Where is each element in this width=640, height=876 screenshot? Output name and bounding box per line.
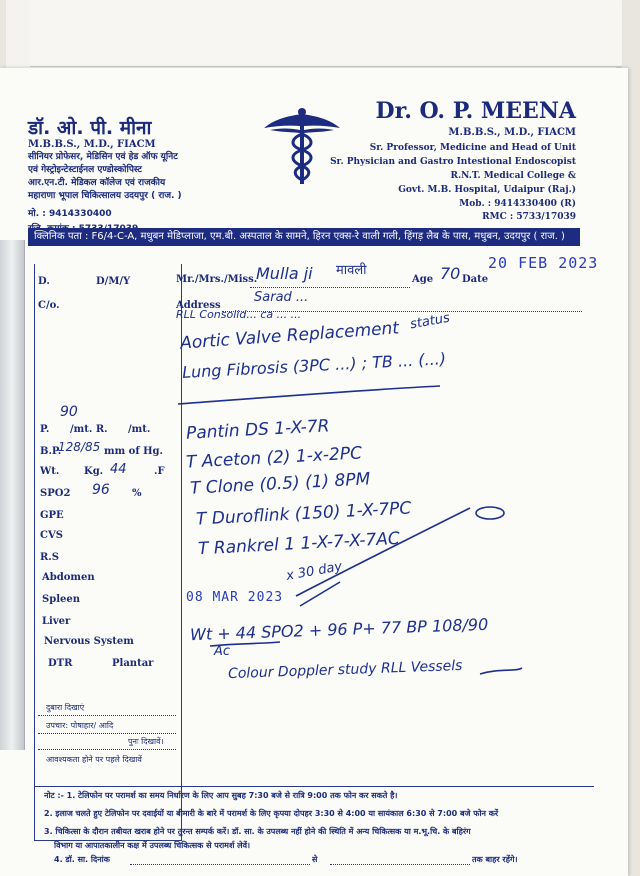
designation-hi-2: एवं गेस्ट्रोइन्टेस्टाईनल एण्डोस्कोपिस्ट [28, 165, 142, 175]
designation-hi-1: सीनियर प्रोफेसर, मेडिसिन एवं हेड ऑफ यूनिट [28, 152, 178, 162]
designation-hi-3: आर.एन.टी. मेडिकल कॉलेज एवं राजकीय [28, 178, 166, 188]
percent-label: % [132, 488, 142, 499]
hw-rx-4: T Duroflink (150) 1-X-7PC [195, 498, 412, 530]
co-label: C/o. [38, 300, 60, 311]
hw-age: 70 [440, 264, 461, 283]
hw-diagnosis-2b: status [409, 310, 451, 333]
hw-address: Sarad ... [254, 290, 309, 305]
clinic-address-strip: क्लिनिक पता : F6/4-C-A, मधुबन मेडिप्लाजा, एम.बी. अस्पताल के सामने, हिरन एक्स-रे वाली गली, हिंगड़ लैब के पास, मधुबन, उदयपुर ( राज. ) [28, 228, 580, 246]
cvs-label: CVS [40, 530, 63, 541]
hw-duration: x 30 day [285, 559, 344, 584]
hw-weight: 44 [110, 462, 127, 477]
weight-label: Wt. [40, 466, 60, 477]
footer-note-se: से [312, 855, 318, 864]
hw-diagnosis-3: Lung Fibrosis (3PC ...) ; TB ... (...) [181, 349, 447, 382]
nervous-system-label: Nervous System [44, 636, 134, 647]
mobile-en: Mob. : 9414330400 (R) [459, 199, 576, 209]
designation-en-4: Govt. M.B. Hospital, Udaipur (Raj.) [398, 185, 576, 195]
spleen-label: Spleen [42, 594, 81, 605]
footer-note-2: 2. इलाज चलते हुए टेलिफोन पर दवाईयों या बीमारी के बारे में परामर्श के लिए कृपया दोपहर 3:30 से 4:00 या सायंकाल 6:30 से 7:00 बजे फोन करें [44, 809, 499, 818]
liver-label: Liver [42, 616, 71, 627]
doctor-name-english: Dr. O. P. MEENA [375, 98, 576, 124]
spo2-label: SPO2 [40, 488, 71, 499]
footer-dotted-line [130, 863, 310, 865]
footer-note-4: 4. डॉ. सा. दिनांक [54, 855, 110, 864]
qualifications-hindi-side: M.B.B.S., M.D., FIACM [28, 139, 156, 150]
designation-en-3: R.N.T. Medical College & [450, 171, 576, 181]
footer-note-3b: विभाग या आपातकालीन कक्ष में उपलब्ध चिकित्सक से परामर्श लेवें। [54, 841, 251, 850]
gpe-label: GPE [40, 510, 64, 521]
mobile-hi: मो. : 9414330400 [28, 209, 112, 219]
designation-hi-4: महाराणा भूपाल चिकित्सालय उदयपुर ( राज. ) [28, 191, 182, 201]
followup-hi-4: आवश्यकता होने पर पहले दिखावें [46, 755, 142, 764]
footer-dotted-line-2 [330, 863, 470, 865]
rs-label: R.S [40, 552, 60, 563]
d-label: D. [38, 276, 50, 287]
hw-doppler-advice: Colour Doppler study RLL Vessels [227, 657, 463, 683]
qualifications-english: M.B.B.S., M.D., FIACM [448, 127, 576, 138]
clipboard-edge [0, 240, 25, 750]
pen-strokes [0, 68, 628, 876]
hw-rx-1: Pantin DS 1-X-7R [185, 416, 330, 444]
prescription-sheet [0, 68, 628, 876]
dtr-label: DTR [48, 658, 73, 669]
underlying-sheet-2 [30, 0, 622, 67]
designation-en-2: Sr. Physician and Gastro Intestional Endoscopist [330, 157, 576, 167]
hw-rx-2: T Aceton (2) 1-x-2PC [185, 443, 363, 473]
rmc-en: RMC : 5733/17039 [482, 212, 576, 222]
mt-r-label: /mt. R. [70, 424, 108, 435]
footer-note-1: नोट :- 1. टेलिफोन पर परामर्श का समय निर्धारण के लिए आप सुबह 7:30 बजे से रात्रि 9:00 तक फोन कर सकते है। [44, 791, 398, 800]
hw-bp: 128/85 [58, 440, 101, 454]
hw-rx-3: T Clone (0.5) (1) 8PM [189, 469, 371, 499]
date-stamp-2: 08 MAR 2023 [186, 590, 284, 605]
age-label: Age [412, 274, 434, 285]
address-label: Address [176, 300, 221, 311]
bp-label: B.P. [40, 446, 62, 457]
designation-en-1: Sr. Professor, Medicine and Head of Unit [369, 143, 576, 153]
footer-rule [34, 786, 594, 787]
followup-hi-2: उपचार: पोषाहार/ आदि [46, 721, 114, 730]
patient-name-label: Mr./Mrs./Miss. [176, 274, 258, 285]
temp-label: .F [154, 466, 165, 477]
hw-diagnosis-2: Aortic Valve Replacement [179, 318, 400, 354]
doctor-name-hindi: डॉ. ओ. पी. मीना [28, 117, 152, 139]
followup-hi-3: पुनः दिखावें। [128, 737, 164, 746]
hw-followup-vitals: Wt + 44 SPO2 + 96 P+ 77 BP 108/90 [189, 614, 489, 645]
hw-spo2: 96 [92, 482, 110, 498]
pulse-label: P. [40, 424, 50, 435]
kg-label: Kg. [84, 466, 104, 477]
footer-note-3: 3. चिकित्सा के दौरान तबीयत खराब होने पर तुरन्त सम्पर्क करें। डॉ. सा. के उपलब्ध नहीं होने की स्थिति में अन्य चिकित्सक या म.भू.चि. के बहिरंग [44, 827, 471, 836]
hw-patient-name: Mulla ji [256, 264, 313, 283]
plantar-label: Plantar [112, 658, 154, 669]
followup-hi-1: दुबारा दिखाएं [46, 703, 85, 712]
footer-note-tak: तक बाहर रहेंगे। [472, 855, 518, 864]
date-stamp-1: 20 FEB 2023 [488, 254, 599, 272]
abdomen-label: Abdomen [42, 572, 95, 583]
date-label: Date [462, 274, 489, 285]
mt-label: /mt. [128, 424, 151, 435]
mmhg-label: mm of Hg. [104, 446, 164, 457]
hw-rx-5: T Rankrel 1 1-X-7-X-7AC [197, 528, 401, 560]
dmy-label: D/M/Y [96, 276, 131, 287]
hw-ac: Ac [214, 644, 231, 659]
hw-patient-name-hi: मावली [336, 263, 367, 278]
hw-pulse: 90 [60, 404, 78, 420]
hw-diagnosis-1: RLL Consolid... ca ... ... [176, 308, 302, 321]
